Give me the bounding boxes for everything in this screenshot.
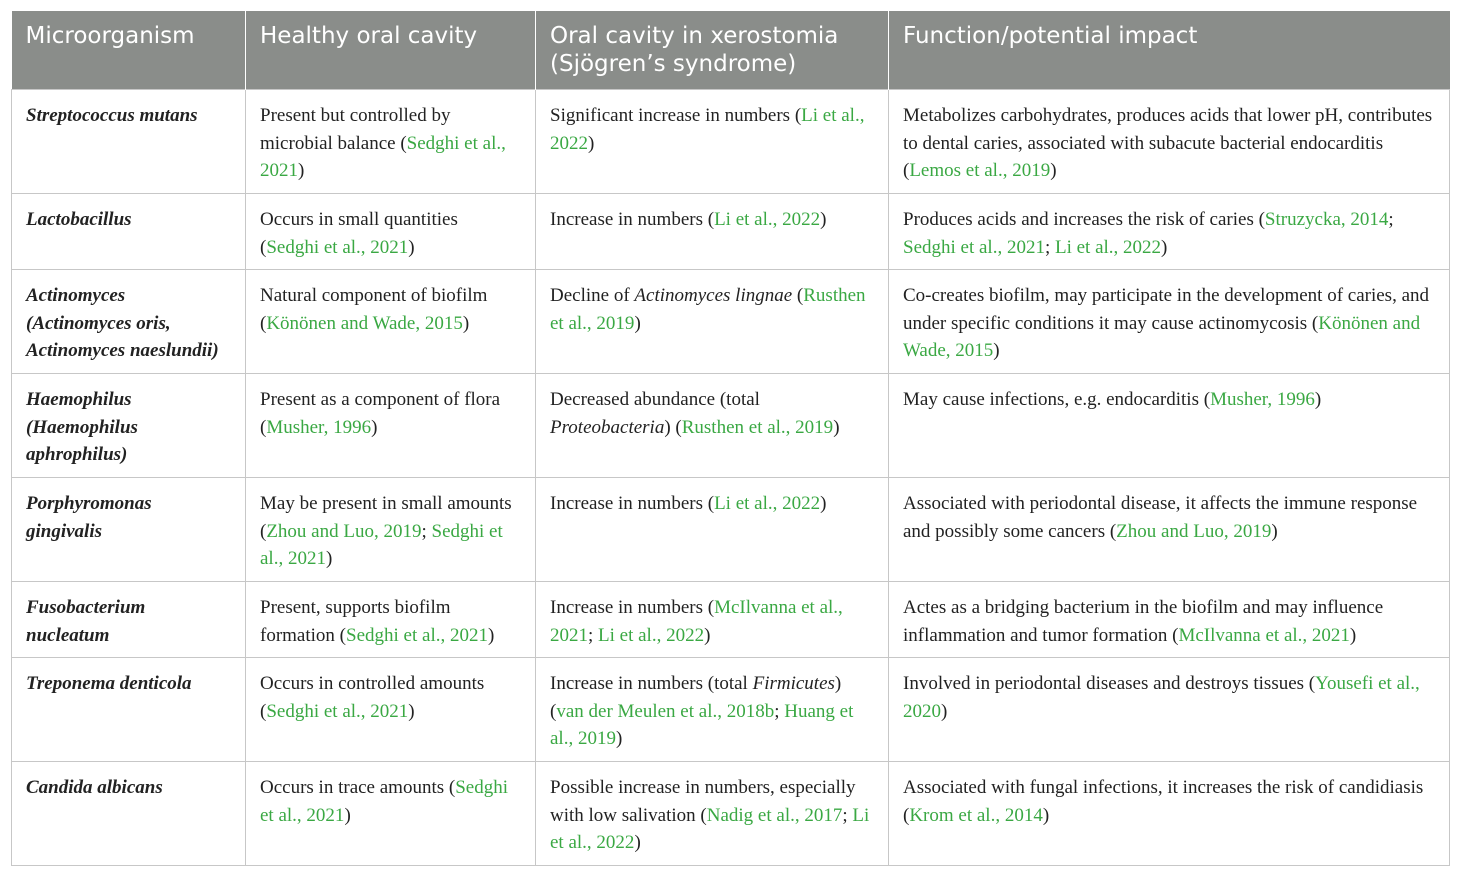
citation-link[interactable]: Sedghi et al., 2021 [260,520,503,569]
citation-link[interactable]: Musher, 1996 [1210,389,1315,410]
taxon-name: Actinomyces lingnae [634,285,793,306]
cell-text: Present as a component of flora ( [260,389,501,438]
citation-link[interactable]: Li et al., 2022 [1054,236,1162,258]
table-row [12,762,1450,866]
table-row [12,270,1450,374]
header-healthy: Healthy oral cavity [246,11,536,90]
impact-cell [889,582,1450,658]
organism-cell: Porphyromonas gingivalis [12,478,246,582]
cell-text: May cause infections, e.g. endocarditis ( [903,389,1211,410]
healthy-cell [246,478,536,582]
cell-text: ) [820,493,827,514]
cell-text: ) [634,312,641,334]
cell-text: Associated with periodontal disease, it affects the immune response and possibly some cancers ( [903,493,1418,542]
cell-text: Metabolizes carbohydrates, produces acids that lower pH, contributes to dental caries, associated with subacute bacterial endocarditis ( [903,105,1433,181]
citation-link[interactable]: Sedghi et al., 2021 [266,236,409,258]
cell-text: ; [1388,209,1394,230]
cell-text: Decline of [550,285,635,306]
header-xerostomia: Oral cavity in xerostomia (Sjögren’s syndrome) [536,11,889,90]
cell-text: ) [704,624,711,646]
cell-text: ) [325,548,333,569]
impact-cell [889,90,1450,194]
cell-text: ; [588,624,599,646]
cell-text: ( [792,285,804,306]
header-impact: Function/potential impact [889,11,1450,90]
cell-text: ) [1271,520,1278,542]
cell-text: Occurs in trace amounts ( [260,777,456,798]
cell-text: ) [298,160,305,181]
xerostomia-cell [536,270,889,374]
citation-link[interactable]: Li et al., 2022 [550,804,870,853]
citation-link[interactable]: Sedghi et al., 2021 [346,624,488,646]
citation-link[interactable]: Rusthen et al., 2019 [681,416,834,438]
organism-cell: Lactobacillus [12,194,246,270]
healthy-cell [246,90,536,194]
cell-text: Increase in numbers (total [550,673,753,694]
xerostomia-cell [536,658,889,762]
cell-text: ) [487,624,495,646]
citation-link[interactable]: Zhou and Luo, 2019 [266,520,422,542]
cell-text: Increase in numbers ( [550,209,715,230]
citation-link[interactable]: McIlvanna et al., 2021 [550,597,843,646]
cell-text: ) [941,700,948,722]
xerostomia-cell [536,478,889,582]
organism-cell: Candida albicans [12,762,246,866]
impact-cell [889,658,1450,762]
impact-cell [889,194,1450,270]
header-microorganism: Microorganism [12,11,246,90]
cell-text: ) [1050,160,1057,181]
cell-text: Co-creates biofilm, may participate in the development of caries, and under specific conditions it may cause actinomycosis ( [903,285,1429,334]
cell-text: ) [634,832,641,853]
cell-text: ) ( [550,673,842,722]
healthy-cell [246,194,536,270]
table-body [12,90,1450,866]
cell-text: Increase in numbers ( [550,493,715,514]
citation-link[interactable]: Yousefi et al., 2020 [903,673,1420,722]
cell-text: Occurs in small quantities ( [260,209,458,258]
table-row [12,658,1450,762]
cell-text: ) [371,416,378,438]
cell-text: ; [1044,236,1055,258]
cell-text: ) [1314,389,1322,410]
citation-link[interactable]: Lemos et al., 2019 [909,160,1051,181]
cell-text: ) [588,132,595,154]
cell-text: Associated with fungal infections, it increases the risk of candidiasis ( [903,777,1424,826]
organism-cell: Streptococcus mutans [12,90,246,194]
cell-text: Produces acids and increases the risk of caries ( [903,209,1265,230]
xerostomia-cell [536,582,889,658]
cell-text: ) [1349,624,1357,646]
healthy-cell [246,582,536,658]
cell-text: ) [408,700,415,722]
cell-text: ) [1042,804,1050,826]
cell-text: Actes as a bridging bacterium in the biofilm and may influence inflammation and tumor formation ( [903,597,1384,646]
citation-link[interactable]: Könönen and Wade, 2015 [266,312,463,334]
healthy-cell [246,374,536,478]
xerostomia-cell [536,90,889,194]
cell-text: ) [615,728,623,749]
taxon-name: Firmicutes [752,673,835,694]
citation-link[interactable]: Sedghi et al., 2021 [903,236,1045,258]
cell-text: Significant increase in numbers ( [550,105,802,126]
table-row [12,90,1450,194]
citation-link[interactable]: van der Meulen et al., 2018b [556,700,775,722]
impact-cell [889,270,1450,374]
cell-text: ) [993,340,1000,361]
citation-link[interactable]: Könönen and Wade, 2015 [903,312,1421,361]
cell-text: ) [344,804,351,826]
cell-text: ; [421,520,432,542]
cell-text: Natural component of biofilm ( [260,285,488,334]
table-row [12,374,1450,478]
organism-cell: Treponema denticola [12,658,246,762]
cell-text: Present but controlled by microbial balance ( [260,105,451,154]
healthy-cell [246,762,536,866]
xerostomia-cell [536,762,889,866]
citation-link[interactable]: Nadig et al., 2017 [706,804,843,826]
cell-text: Present, supports biofilm formation ( [260,597,451,646]
cell-text: Increase in numbers ( [550,597,715,618]
xerostomia-cell [536,374,889,478]
cell-text: ) [1161,236,1168,258]
citation-link[interactable]: Li et al., 2022 [550,105,865,154]
citation-link[interactable]: McIlvanna et al., 2021 [1178,624,1350,646]
organism-cell: Haemophilus (Haemophilus aphrophilus) [12,374,246,478]
cell-text: Involved in periodontal diseases and destroys tissues ( [903,673,1316,694]
table-row [12,478,1450,582]
cell-text: ; [842,804,853,826]
microorganism-table [11,11,1450,866]
cell-text: Occurs in controlled amounts ( [260,673,485,722]
cell-text: Possible increase in numbers, especially with low salivation ( [550,777,856,826]
citation-link[interactable]: Sedghi et al., 2021 [260,132,506,181]
cell-text: ) [462,312,470,334]
citation-link[interactable]: Sedghi et al., 2021 [260,777,508,826]
cell-text: ; [774,700,785,722]
impact-cell [889,478,1450,582]
xerostomia-cell [536,194,889,270]
citation-link[interactable]: Rusthen et al., 2019 [550,285,866,334]
taxon-name: Proteobacteria [550,416,665,438]
table-row [12,582,1450,658]
cell-text: ) [408,236,415,258]
citation-link[interactable]: Zhou and Luo, 2019 [1116,520,1272,542]
citation-link[interactable]: Li et al., 2022 [598,624,705,646]
citation-link[interactable]: Krom et al., 2014 [909,804,1043,826]
header-row [12,11,1450,90]
impact-cell [889,374,1450,478]
cell-text: Decreased abundance (total [550,389,760,410]
citation-link[interactable]: Huang et al., 2019 [550,700,854,749]
healthy-cell [246,270,536,374]
healthy-cell [246,658,536,762]
table-row [12,194,1450,270]
citation-link[interactable]: Li et al., 2022 [714,209,821,230]
citation-link[interactable]: Li et al., 2022 [714,493,821,514]
citation-link[interactable]: Struzycka, 2014 [1264,209,1389,230]
cell-text: May be present in small amounts ( [260,493,512,542]
cell-text: ) ( [664,416,682,438]
cell-text: ) [820,209,827,230]
impact-cell [889,762,1450,866]
organism-cell: Fusobacterium nucleatum [12,582,246,658]
citation-link[interactable]: Musher, 1996 [266,416,372,438]
citation-link[interactable]: Sedghi et al., 2021 [266,700,409,722]
organism-cell: Actinomyces (Actinomyces oris, Actinomyces naeslundii) [12,270,246,374]
cell-text: ) [833,416,840,438]
